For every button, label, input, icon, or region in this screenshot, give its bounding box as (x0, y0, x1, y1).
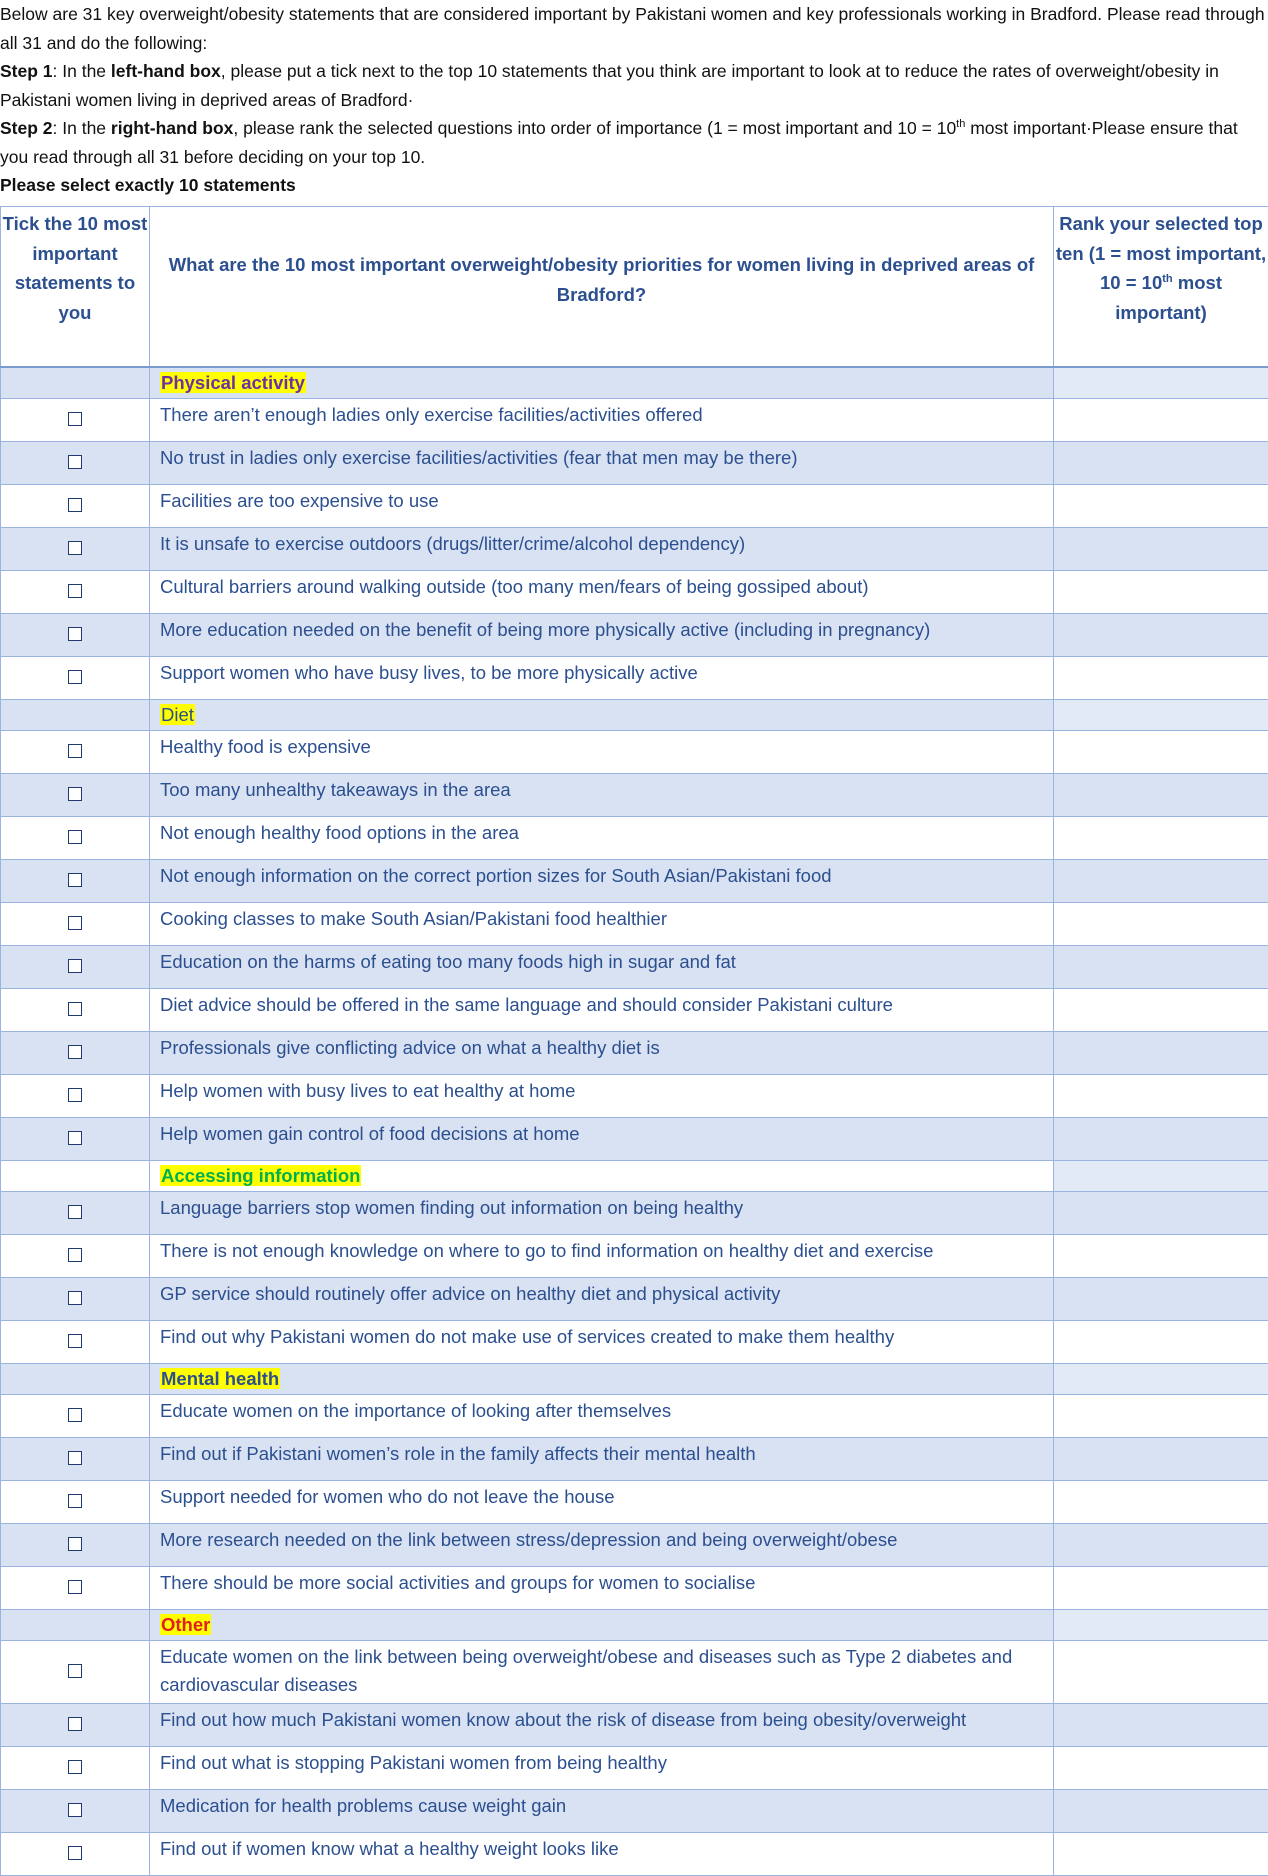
tick-cell (1, 1790, 150, 1833)
statement-text: Cultural barriers around walking outside (too many men/fears of being gossiped about) (150, 571, 1054, 614)
tick-checkbox[interactable] (68, 498, 82, 512)
tick-checkbox[interactable] (68, 670, 82, 684)
rank-input-cell[interactable] (1054, 1481, 1268, 1524)
rank-input-cell[interactable] (1054, 571, 1268, 614)
tick-cell (1, 485, 150, 528)
section-title-cell (150, 1610, 1054, 1641)
rank-input-cell[interactable] (1054, 817, 1268, 860)
step-2-bold: right-hand box (111, 118, 233, 138)
section-row-other (1, 1610, 1268, 1641)
tick-cell (1, 657, 150, 700)
tick-checkbox[interactable] (68, 830, 82, 844)
rank-input-cell[interactable] (1054, 528, 1268, 571)
tick-cell (1, 1075, 150, 1118)
rank-input-cell[interactable] (1054, 1075, 1268, 1118)
rank-input-cell[interactable] (1054, 1192, 1268, 1235)
select-note-text: Please select exactly 10 statements (0, 175, 296, 195)
statement-text: Cooking classes to make South Asian/Pakistani food healthier (150, 903, 1054, 946)
rank-input-cell[interactable] (1054, 614, 1268, 657)
section-tick-cell (1, 1161, 150, 1192)
instructions (0, 0, 1268, 200)
rank-input-cell[interactable] (1054, 903, 1268, 946)
tick-checkbox[interactable] (68, 1248, 82, 1262)
tick-cell (1, 731, 150, 774)
step-2-text-c: most important·Please ensure that you read through all 31 before deciding on your top 10. (0, 118, 1238, 167)
tick-cell (1, 860, 150, 903)
tick-checkbox[interactable] (68, 1045, 82, 1059)
step-1 (0, 57, 1268, 114)
statement-text: Support women who have busy lives, to be more physically active (150, 657, 1054, 700)
tick-cell (1, 1481, 150, 1524)
statement-text: There should be more social activities and groups for women to socialise (150, 1567, 1054, 1610)
header-rank-text-end: most important) (1115, 272, 1222, 323)
rank-input-cell[interactable] (1054, 1032, 1268, 1075)
intro-paragraph (0, 0, 1268, 57)
statement-text: Too many unhealthy takeaways in the area (150, 774, 1054, 817)
statement-text: Professionals give conflicting advice on what a healthy diet is (150, 1032, 1054, 1075)
table-row (1, 1438, 1268, 1481)
statement-text: Help women gain control of food decisions at home (150, 1118, 1054, 1161)
table-row (1, 614, 1268, 657)
statement-text: There aren’t enough ladies only exercise facilities/activities offered (150, 399, 1054, 442)
table-row (1, 1524, 1268, 1567)
header-statement-column: What are the 10 most important overweight/obesity priorities for women living in deprived areas of Bradford? (150, 207, 1054, 368)
step-2-text-b: , please rank the selected questions into order of importance (1 = most important and 10 = 10 (233, 118, 956, 138)
tick-cell (1, 442, 150, 485)
statement-text: Not enough healthy food options in the area (150, 817, 1054, 860)
tick-checkbox[interactable] (68, 584, 82, 598)
tick-checkbox[interactable] (68, 1334, 82, 1348)
table-row (1, 1833, 1268, 1876)
tick-cell (1, 1524, 150, 1567)
section-rank-cell (1054, 1364, 1268, 1395)
tick-cell (1, 1118, 150, 1161)
section-rank-cell (1054, 1161, 1268, 1192)
rank-input-cell[interactable] (1054, 1704, 1268, 1747)
tick-checkbox[interactable] (68, 1131, 82, 1145)
section-tick-cell (1, 367, 150, 399)
tick-cell (1, 1833, 150, 1876)
tick-cell (1, 571, 150, 614)
section-tick-cell (1, 1610, 150, 1641)
statement-text: Not enough information on the correct portion sizes for South Asian/Pakistani food (150, 860, 1054, 903)
rank-input-cell[interactable] (1054, 1524, 1268, 1567)
tick-checkbox[interactable] (68, 959, 82, 973)
header-tick-column: Tick the 10 most important statements to you (1, 207, 150, 368)
tick-checkbox[interactable] (68, 1291, 82, 1305)
tick-cell (1, 1278, 150, 1321)
rank-input-cell[interactable] (1054, 1567, 1268, 1610)
tick-checkbox[interactable] (68, 1846, 82, 1860)
rank-input-cell[interactable] (1054, 774, 1268, 817)
tick-cell (1, 1032, 150, 1075)
statement-text: Find out what is stopping Pakistani women from being healthy (150, 1747, 1054, 1790)
table-row (1, 1790, 1268, 1833)
statement-text: Find out if Pakistani women’s role in the family affects their mental health (150, 1438, 1054, 1481)
rank-input-cell[interactable] (1054, 860, 1268, 903)
tick-checkbox[interactable] (68, 1717, 82, 1731)
tick-cell (1, 817, 150, 860)
section-rank-cell (1054, 700, 1268, 731)
rank-input-cell[interactable] (1054, 657, 1268, 700)
section-row-mental (1, 1364, 1268, 1395)
header-rank-sup: th (1162, 273, 1172, 285)
rank-input-cell[interactable] (1054, 1438, 1268, 1481)
section-rank-cell (1054, 1610, 1268, 1641)
statement-text: There is not enough knowledge on where to go to find information on healthy diet and exercise (150, 1235, 1054, 1278)
statement-text: Educate women on the link between being overweight/obese and diseases such as Type 2 diabetes and cardiovascular diseases (150, 1641, 1054, 1704)
rank-input-cell[interactable] (1054, 485, 1268, 528)
header-rank-text: Rank your selected top ten (1 = most important, 10 = 10 (1056, 213, 1266, 293)
rank-input-cell[interactable] (1054, 1833, 1268, 1876)
statement-text: No trust in ladies only exercise facilities/activities (fear that men may be there) (150, 442, 1054, 485)
statement-text: Help women with busy lives to eat healthy at home (150, 1075, 1054, 1118)
table-row (1, 442, 1268, 485)
step-2-text-a: : In the (53, 118, 111, 138)
tick-checkbox[interactable] (68, 1205, 82, 1219)
tick-checkbox[interactable] (68, 1494, 82, 1508)
section-title-cell (150, 1364, 1054, 1395)
section-row-diet (1, 700, 1268, 731)
statement-text: Find out how much Pakistani women know about the risk of disease from being obesity/overweight (150, 1704, 1054, 1747)
step-2-sup: th (956, 118, 965, 130)
step-2-label: Step 2 (0, 118, 53, 138)
table-row (1, 485, 1268, 528)
tick-checkbox[interactable] (68, 1664, 82, 1678)
statement-text: GP service should routinely offer advice on healthy diet and physical activity (150, 1278, 1054, 1321)
section-title-cell (150, 1161, 1054, 1192)
step-1-text-a: : In the (53, 61, 111, 81)
tick-checkbox[interactable] (68, 1408, 82, 1422)
table-row (1, 1567, 1268, 1610)
table-row (1, 989, 1268, 1032)
table-row (1, 1235, 1268, 1278)
statement-text: Education on the harms of eating too many foods high in sugar and fat (150, 946, 1054, 989)
statement-text: It is unsafe to exercise outdoors (drugs/litter/crime/alcohol dependency) (150, 528, 1054, 571)
table-row (1, 1075, 1268, 1118)
table-row (1, 817, 1268, 860)
tick-checkbox[interactable] (68, 1580, 82, 1594)
table-row (1, 571, 1268, 614)
table-row (1, 1747, 1268, 1790)
statement-text: Language barriers stop women finding out information on being healthy (150, 1192, 1054, 1235)
section-title: Accessing information (160, 1165, 361, 1186)
table-row (1, 528, 1268, 571)
tick-cell (1, 946, 150, 989)
table-row (1, 1278, 1268, 1321)
section-title: Other (160, 1614, 211, 1635)
rank-input-cell[interactable] (1054, 442, 1268, 485)
rank-input-cell[interactable] (1054, 989, 1268, 1032)
tick-cell (1, 1567, 150, 1610)
step-1-label: Step 1 (0, 61, 53, 81)
statement-text: Medication for health problems cause weight gain (150, 1790, 1054, 1833)
table-row (1, 1481, 1268, 1524)
tick-cell (1, 1747, 150, 1790)
rank-input-cell[interactable] (1054, 1118, 1268, 1161)
table-row (1, 860, 1268, 903)
table-row (1, 1641, 1268, 1704)
table-row (1, 1704, 1268, 1747)
statement-text: Educate women on the importance of looking after themselves (150, 1395, 1054, 1438)
tick-cell (1, 1395, 150, 1438)
statement-text: Find out why Pakistani women do not make use of services created to make them healthy (150, 1321, 1054, 1364)
rank-input-cell[interactable] (1054, 1790, 1268, 1833)
tick-cell (1, 1641, 150, 1704)
table-row (1, 1321, 1268, 1364)
section-title: Diet (160, 704, 195, 725)
tick-cell (1, 1438, 150, 1481)
tick-cell (1, 903, 150, 946)
table-body (1, 367, 1268, 1876)
section-row-info (1, 1161, 1268, 1192)
step-1-text-b: , please put a tick next to the top 10 statements that you think are important to look at to reduce the rates of overweight/obesity in Pakistani women living in deprived areas of Bradford· (0, 61, 1219, 110)
statement-text: Healthy food is expensive (150, 731, 1054, 774)
rank-input-cell[interactable] (1054, 1641, 1268, 1704)
priorities-table (0, 206, 1268, 1876)
tick-cell (1, 989, 150, 1032)
tick-cell (1, 774, 150, 817)
rank-input-cell[interactable] (1054, 1321, 1268, 1364)
table-row (1, 657, 1268, 700)
tick-checkbox[interactable] (68, 1760, 82, 1774)
rank-input-cell[interactable] (1054, 731, 1268, 774)
tick-cell (1, 399, 150, 442)
section-title-cell (150, 700, 1054, 731)
table-row (1, 1032, 1268, 1075)
tick-checkbox[interactable] (68, 1002, 82, 1016)
header-rank-column (1054, 207, 1268, 368)
section-tick-cell (1, 700, 150, 731)
statement-text: Support needed for women who do not leave the house (150, 1481, 1054, 1524)
rank-input-cell[interactable] (1054, 1747, 1268, 1790)
tick-checkbox[interactable] (68, 627, 82, 641)
tick-cell (1, 1235, 150, 1278)
section-tick-cell (1, 1364, 150, 1395)
statement-text: Facilities are too expensive to use (150, 485, 1054, 528)
tick-checkbox[interactable] (68, 744, 82, 758)
tick-checkbox[interactable] (68, 1088, 82, 1102)
select-note (0, 171, 1268, 200)
tick-checkbox[interactable] (68, 787, 82, 801)
statement-text: More research needed on the link between stress/depression and being overweight/obese (150, 1524, 1054, 1567)
section-title: Physical activity (160, 372, 306, 393)
tick-cell (1, 1321, 150, 1364)
tick-cell (1, 528, 150, 571)
rank-input-cell[interactable] (1054, 946, 1268, 989)
table-row (1, 1192, 1268, 1235)
statement-text: Find out if women know what a healthy weight looks like (150, 1833, 1054, 1876)
tick-checkbox[interactable] (68, 873, 82, 887)
rank-input-cell[interactable] (1054, 399, 1268, 442)
section-row-physical (1, 367, 1268, 399)
intro-line: Below are 31 key overweight/obesity statements that are considered important by Pakistani women and key professionals working in Bradford. Please read through all 31 and do the following: (0, 4, 1265, 53)
statement-text: Diet advice should be offered in the same language and should consider Pakistani culture (150, 989, 1054, 1032)
tick-checkbox[interactable] (68, 1537, 82, 1551)
table-row (1, 946, 1268, 989)
tick-checkbox[interactable] (68, 541, 82, 555)
table-header (1, 207, 1268, 368)
table-row (1, 1118, 1268, 1161)
rank-input-cell[interactable] (1054, 1235, 1268, 1278)
rank-input-cell[interactable] (1054, 1278, 1268, 1321)
tick-cell (1, 1192, 150, 1235)
table-row (1, 731, 1268, 774)
tick-checkbox[interactable] (68, 916, 82, 930)
tick-checkbox[interactable] (68, 412, 82, 426)
tick-cell (1, 614, 150, 657)
statement-text: More education needed on the benefit of being more physically active (including in pregnancy) (150, 614, 1054, 657)
table-row (1, 774, 1268, 817)
table-row (1, 903, 1268, 946)
section-title: Mental health (160, 1368, 280, 1389)
table-row (1, 1395, 1268, 1438)
table-row (1, 399, 1268, 442)
step-2 (0, 114, 1268, 171)
section-rank-cell (1054, 367, 1268, 399)
step-1-bold: left-hand box (111, 61, 221, 81)
rank-input-cell[interactable] (1054, 1395, 1268, 1438)
tick-checkbox[interactable] (68, 455, 82, 469)
tick-checkbox[interactable] (68, 1803, 82, 1817)
tick-cell (1, 1704, 150, 1747)
tick-checkbox[interactable] (68, 1451, 82, 1465)
section-title-cell (150, 367, 1054, 399)
